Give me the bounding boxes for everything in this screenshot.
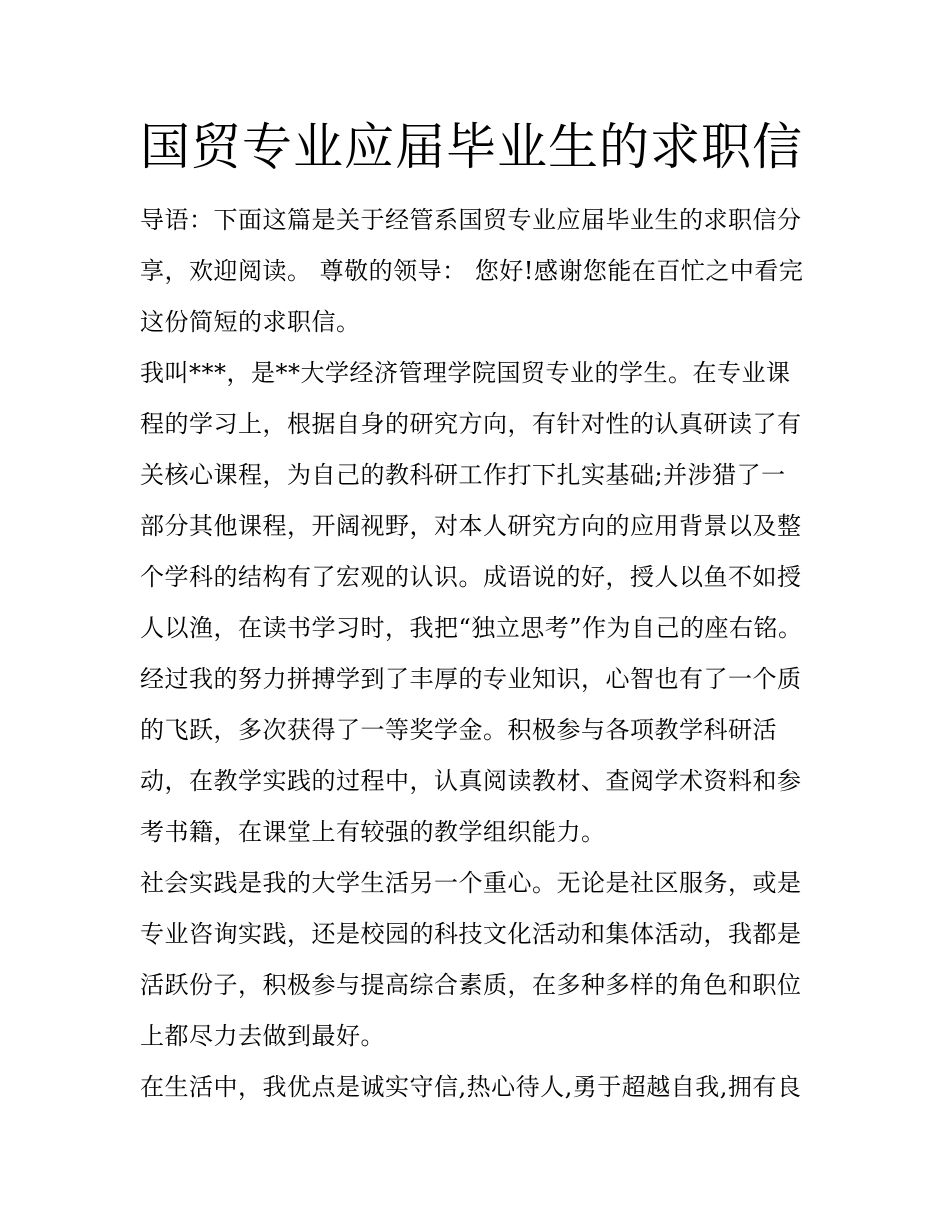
text-line: 的飞跃，多次获得了一等奖学金。积极参与各项教学科研活 [140, 716, 777, 744]
text-line: 活跃份子，积极参与提高综合素质，在多种多样的角色和职位 [140, 971, 802, 999]
text-line: 上都尽力去做到最好。 [140, 1022, 385, 1050]
text-line: 程的学习上，根据自身的研究方向，有针对性的认真研读了有 [140, 410, 802, 438]
text-line: 人以渔，在读书学习时，我把“独立思考”作为自己的座右铭。 [140, 614, 803, 642]
text-line: 个学科的结构有了宏观的认识。成语说的好，授人以鱼不如授 [140, 563, 802, 591]
text-line: 这份简短的求职信。 [140, 308, 361, 336]
text-line: 社会实践是我的大学生活另一个重心。无论是社区服务，或是 [140, 869, 802, 897]
text-line: 经过我的努力拼搏学到了丰厚的专业知识，心智也有了一个质 [140, 665, 802, 693]
text-line: 关核心课程，为自己的教科研工作打下扎实基础;并涉猎了一 [140, 461, 786, 489]
document-body [140, 195, 820, 1113]
page-title: 国贸专业应届毕业生的求职信 [140, 118, 803, 176]
text-line: 专业咨询实践，还是校园的科技文化活动和集体活动，我都是 [140, 920, 802, 948]
text-line: 在生活中，我优点是诚实守信,热心待人,勇于超越自我,拥有良 [140, 1073, 802, 1101]
text-line: 我叫***，是**大学经济管理学院国贸专业的学生。在专业课 [140, 359, 791, 387]
text-line: 考书籍，在课堂上有较强的教学组织能力。 [140, 818, 606, 846]
text-line: 导语：下面这篇是关于经管系国贸专业应届毕业生的求职信分 [140, 206, 802, 234]
text-line: 享，欢迎阅读。 尊敬的领导： 您好!感谢您能在百忙之中看完 [140, 257, 804, 285]
text-line: 部分其他课程，开阔视野，对本人研究方向的应用背景以及整 [140, 512, 802, 540]
text-line: 动，在教学实践的过程中，认真阅读教材、查阅学术资料和参 [140, 767, 802, 795]
